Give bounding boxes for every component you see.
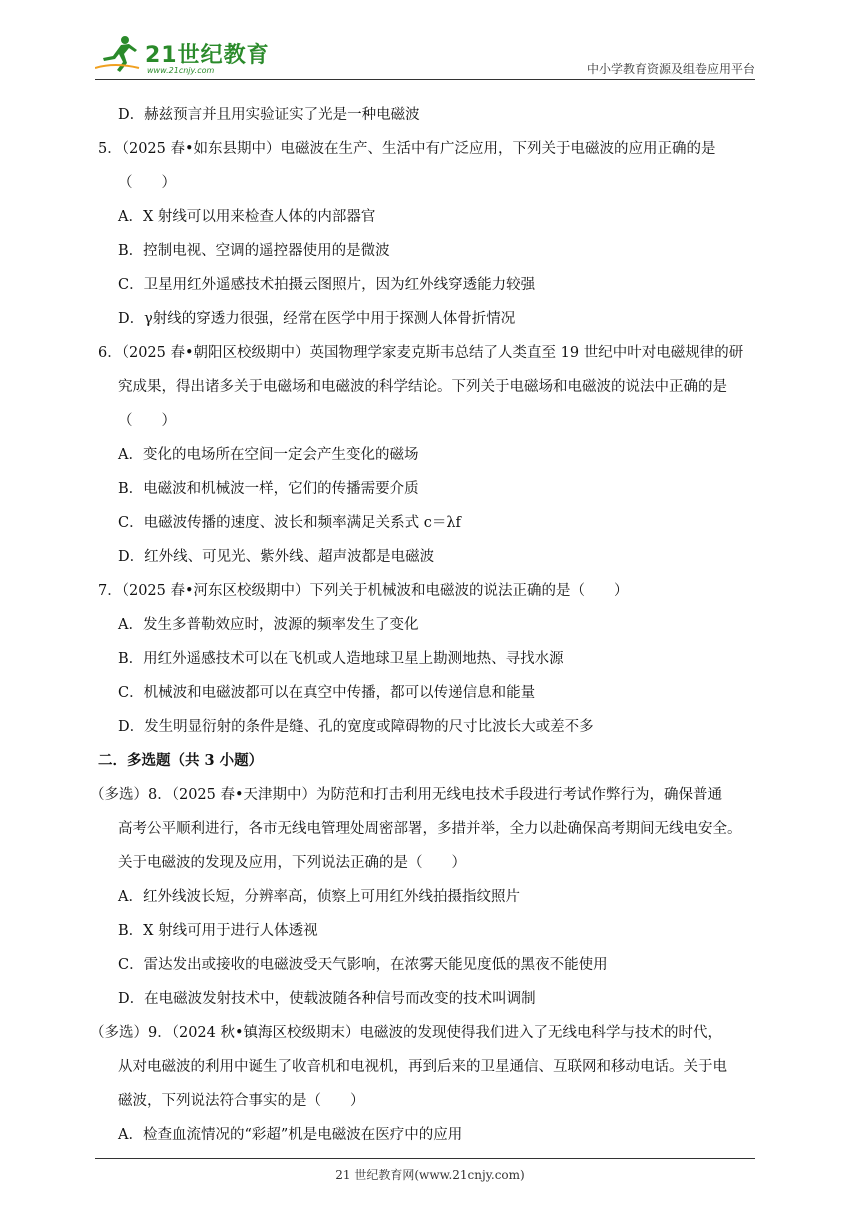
answer-option: A．X 射线可以用来检查人体的内部器官 <box>118 209 376 225</box>
answer-option: B．电磁波和机械波一样，它们的传播需要介质 <box>118 481 419 497</box>
logo-text: 21世纪教育 <box>145 43 270 68</box>
answer-option: B．控制电视、空调的遥控器使用的是微波 <box>118 243 390 259</box>
answer-option: C．雷达发出或接收的电磁波受天气影响，在浓雾天能见度低的黑夜不能使用 <box>118 957 608 973</box>
question-continuation: 磁波，下列说法符合事实的是（ ） <box>118 1093 365 1109</box>
logo-url: www.21cnjy.com <box>147 66 215 75</box>
question-continuation: （ ） <box>118 413 176 429</box>
footer-divider <box>95 1158 755 1159</box>
answer-option: A．发生多普勒效应时，波源的频率发生了变化 <box>118 617 419 633</box>
page-footer: 21 世纪教育网(www.21cnjy.com) <box>335 1168 525 1182</box>
section-heading: 二．多选题（共 3 小题） <box>98 752 264 769</box>
question-stem: 5．（2025 春•如东县期中）电磁波在生产、生活中有广泛应用，下列关于电磁波的应用正确的是 <box>98 141 716 157</box>
answer-option: D．赫兹预言并且用实验证实了光是一种电磁波 <box>118 107 420 123</box>
header-divider <box>95 79 755 80</box>
question-stem: 6．（2025 春•朝阳区校级期中）英国物理学家麦克斯韦总结了人类直至 19 世纪中叶对电磁规律的研 <box>98 345 744 361</box>
site-logo <box>95 30 285 80</box>
answer-option: A．检查血流情况的“彩超”机是电磁波在医疗中的应用 <box>118 1127 463 1143</box>
question-continuation: 高考公平顺利进行，各市无线电管理处周密部署，多措并举，全力以赴确保高考期间无线电安全。 <box>118 821 742 837</box>
runner-logo-icon <box>95 34 143 74</box>
answer-option: D．发生明显衍射的条件是缝、孔的宽度或障碍物的尺寸比波长大或差不多 <box>118 719 594 735</box>
answer-option: C．卫星用红外遥感技术拍摄云图照片，因为红外线穿透能力较强 <box>118 277 536 293</box>
question-stem-multi: （多选）9．（2024 秋•镇海区校级期末）电磁波的发现使得我们进入了无线电科学与技术的时代， <box>90 1025 723 1041</box>
answer-option: C．机械波和电磁波都可以在真空中传播，都可以传递信息和能量 <box>118 685 536 701</box>
question-continuation: 从对电磁波的利用中诞生了收音机和电视机，再到后来的卫星通信、互联网和移动电话。关于电 <box>118 1059 727 1075</box>
answer-option: D．在电磁波发射技术中，使载波随各种信号而改变的技术叫调制 <box>118 991 536 1007</box>
answer-option: D．γ射线的穿透力很强，经常在医学中用于探测人体骨折情况 <box>118 311 516 327</box>
question-continuation: （ ） <box>118 175 176 191</box>
question-continuation: 关于电磁波的发现及应用，下列说法正确的是（ ） <box>118 855 466 871</box>
answer-option: B．X 射线可用于进行人体透视 <box>118 923 318 939</box>
answer-option: C．电磁波传播的速度、波长和频率满足关系式 c＝λf <box>118 515 461 531</box>
answer-option: D．红外线、可见光、紫外线、超声波都是电磁波 <box>118 549 435 565</box>
answer-option: B．用红外遥感技术可以在飞机或人造地球卫星上勘测地热、寻找水源 <box>118 651 564 667</box>
question-continuation: 究成果，得出诸多关于电磁场和电磁波的科学结论。下列关于电磁场和电磁波的说法中正确的是 <box>118 379 727 395</box>
question-stem: 7．（2025 春•河东区校级期中）下列关于机械波和电磁波的说法正确的是（ ） <box>98 583 629 599</box>
page-header <box>95 30 755 80</box>
question-stem-multi: （多选）8．（2025 春•天津期中）为防范和打击利用无线电技术手段进行考试作弊行为，确保普通 <box>90 787 723 803</box>
question-content <box>90 98 766 1152</box>
answer-option: A．变化的电场所在空间一定会产生变化的磁场 <box>118 447 419 463</box>
platform-name: 中小学教育资源及组卷应用平台 <box>586 62 755 76</box>
answer-option: A．红外线波长短，分辨率高，侦察上可用红外线拍摄指纹照片 <box>118 889 520 905</box>
